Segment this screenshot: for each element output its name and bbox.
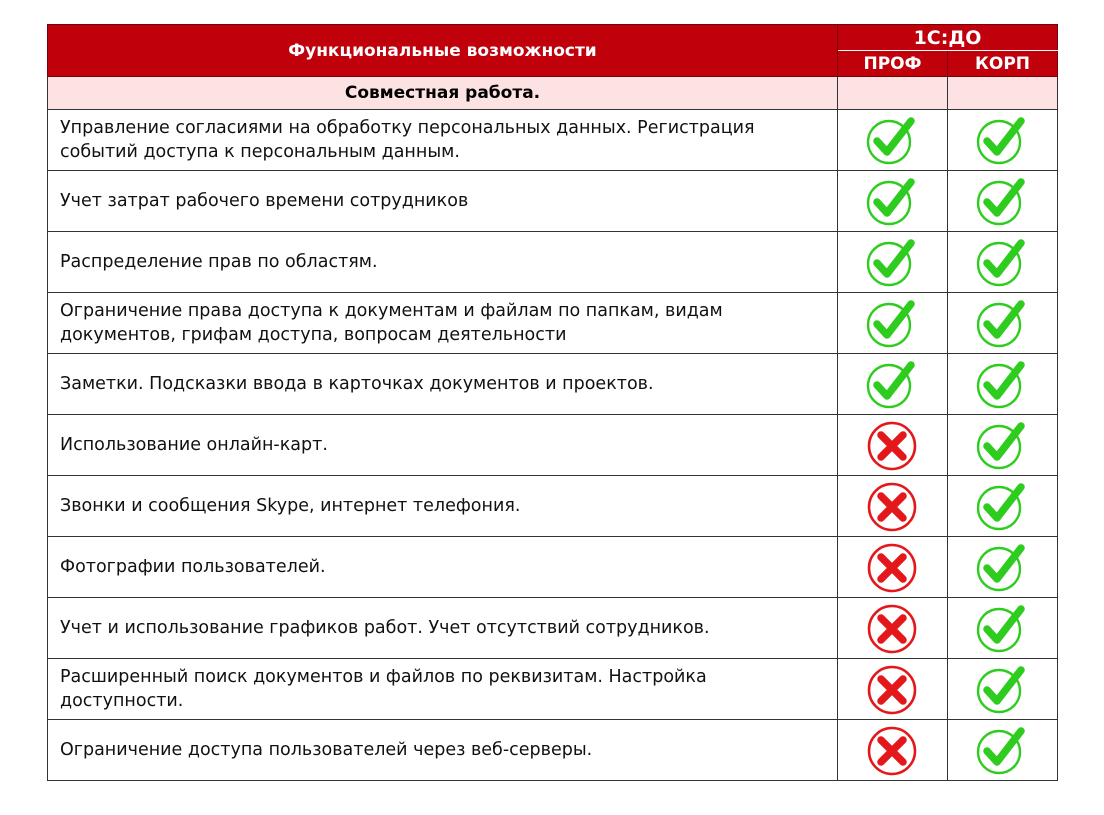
check-icon	[976, 374, 1030, 393]
table-row	[48, 293, 1058, 354]
table-row	[48, 415, 1058, 476]
table-row	[48, 171, 1058, 232]
table-row	[48, 537, 1058, 598]
mark-cell-korp	[948, 354, 1058, 415]
mark-cell-prof	[838, 110, 948, 171]
feature-text: Звонки и сообщения Skype, интернет телефония.	[48, 476, 838, 537]
check-icon	[866, 130, 920, 149]
check-icon	[976, 679, 1030, 698]
mark-cell-korp	[948, 598, 1058, 659]
cross-icon	[866, 679, 920, 698]
mark-cell-prof	[838, 232, 948, 293]
mark-cell-korp	[948, 293, 1058, 354]
table-row	[48, 659, 1058, 720]
mark-cell-korp	[948, 476, 1058, 537]
mark-cell-prof	[838, 720, 948, 781]
mark-cell-prof	[838, 537, 948, 598]
section-blank-korp	[948, 77, 1058, 110]
cross-icon	[866, 618, 920, 637]
feature-text: Использование онлайн-карт.	[48, 415, 838, 476]
edition-header-prof: ПРОФ	[838, 51, 948, 77]
cross-icon	[866, 557, 920, 576]
feature-text: Заметки. Подсказки ввода в карточках документов и проектов.	[48, 354, 838, 415]
check-icon	[976, 130, 1030, 149]
check-icon	[976, 496, 1030, 515]
mark-cell-korp	[948, 232, 1058, 293]
table-row	[48, 476, 1058, 537]
comparison-table	[47, 24, 1058, 781]
mark-cell-prof	[838, 476, 948, 537]
check-icon	[866, 313, 920, 332]
check-icon	[976, 557, 1030, 576]
check-icon	[866, 191, 920, 210]
mark-cell-prof	[838, 598, 948, 659]
table-row	[48, 232, 1058, 293]
check-icon	[976, 191, 1030, 210]
cross-icon	[866, 435, 920, 454]
feature-text: Управление согласиями на обработку персональных данных. Регистрация событий доступа к персональным данным.	[48, 110, 838, 171]
section-title: Совместная работа.	[48, 77, 838, 110]
mark-cell-prof	[838, 415, 948, 476]
feature-text: Распределение прав по областям.	[48, 232, 838, 293]
mark-cell-korp	[948, 171, 1058, 232]
check-icon	[976, 740, 1030, 759]
check-icon	[866, 374, 920, 393]
feature-text: Ограничение права доступа к документам и файлам по папкам, видам документов, грифам доступа, вопросам деятельности	[48, 293, 838, 354]
table-row	[48, 720, 1058, 781]
product-header: 1С:ДО	[838, 25, 1058, 51]
feature-text: Фотографии пользователей.	[48, 537, 838, 598]
mark-cell-korp	[948, 415, 1058, 476]
check-icon	[866, 252, 920, 271]
feature-text: Расширенный поиск документов и файлов по реквизитам. Настройка доступности.	[48, 659, 838, 720]
table-row	[48, 110, 1058, 171]
cross-icon	[866, 740, 920, 759]
edition-header-korp: КОРП	[948, 51, 1058, 77]
check-icon	[976, 435, 1030, 454]
mark-cell-prof	[838, 354, 948, 415]
table-row	[48, 598, 1058, 659]
feature-text: Учет и использование графиков работ. Учет отсутствий сотрудников.	[48, 598, 838, 659]
mark-cell-prof	[838, 659, 948, 720]
mark-cell-korp	[948, 659, 1058, 720]
check-icon	[976, 313, 1030, 332]
feature-text: Ограничение доступа пользователей через веб-серверы.	[48, 720, 838, 781]
section-row	[48, 77, 1058, 110]
mark-cell-korp	[948, 110, 1058, 171]
feature-column-header: Функциональные возможности	[48, 25, 838, 77]
cross-icon	[866, 496, 920, 515]
mark-cell-korp	[948, 537, 1058, 598]
mark-cell-prof	[838, 293, 948, 354]
check-icon	[976, 618, 1030, 637]
mark-cell-prof	[838, 171, 948, 232]
feature-text: Учет затрат рабочего времени сотрудников	[48, 171, 838, 232]
section-blank-prof	[838, 77, 948, 110]
mark-cell-korp	[948, 720, 1058, 781]
check-icon	[976, 252, 1030, 271]
table-row	[48, 354, 1058, 415]
